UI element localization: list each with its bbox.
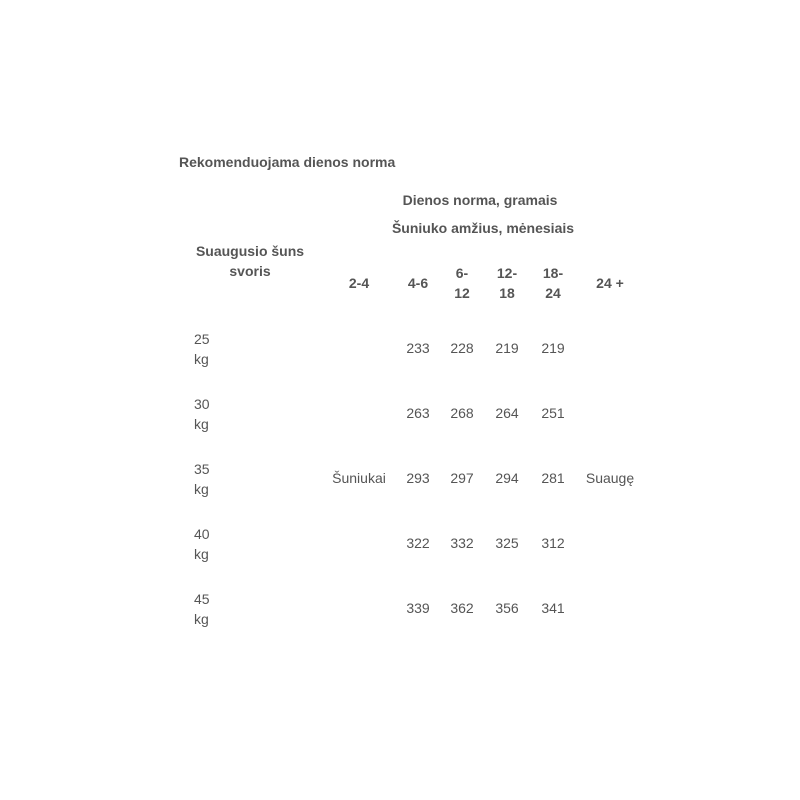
table-cell: 297 (450, 470, 474, 486)
table-cell: 233 (406, 340, 430, 356)
weight-label (194, 329, 224, 369)
table-cell: 325 (495, 535, 519, 551)
age-col-12-18-line1: 12- (496, 265, 518, 281)
age-col-18-24-line2: 24 (545, 285, 561, 301)
age-col-18-24-line1: 18- (542, 265, 564, 281)
table-cell: 332 (450, 535, 474, 551)
table-cell: 263 (406, 405, 430, 421)
daily-norm-header: Dienos norma, gramais (402, 192, 558, 208)
age-col-2-4: 2-4 (348, 275, 370, 291)
weight-unit: kg (194, 351, 209, 367)
age-col-4-6: 4-6 (407, 275, 429, 291)
weight-label (194, 524, 224, 564)
age-col-24-plus: 24 + (596, 275, 624, 291)
adults-label: Suaugę (585, 470, 635, 486)
table-cell: 294 (495, 470, 519, 486)
puppies-label: Šuniukai (332, 470, 386, 486)
weight-label (194, 459, 224, 499)
adult-weight-header-line1: Suaugusio šuns (195, 243, 305, 259)
table-cell: 264 (495, 405, 519, 421)
weight-number: 30 (194, 396, 210, 412)
table-cell: 281 (541, 470, 565, 486)
weight-unit: kg (194, 611, 209, 627)
weight-unit: kg (194, 546, 209, 562)
table-cell: 322 (406, 535, 430, 551)
table-cell: 362 (450, 600, 474, 616)
weight-unit: kg (194, 481, 209, 497)
table-cell: 339 (406, 600, 430, 616)
puppy-age-header: Šuniuko amžius, mėnesiais (391, 220, 575, 236)
table-cell: 219 (495, 340, 519, 356)
adult-weight-header-line2: svoris (229, 263, 271, 279)
table-cell: 219 (541, 340, 565, 356)
weight-unit: kg (194, 416, 209, 432)
weight-number: 45 (194, 591, 210, 607)
age-col-12-18-line2: 18 (499, 285, 515, 301)
table-cell: 228 (450, 340, 474, 356)
weight-label (194, 394, 224, 434)
age-col-6-12 (442, 263, 482, 303)
weight-number: 35 (194, 461, 210, 477)
table-cell: 312 (541, 535, 565, 551)
adult-weight-header (180, 241, 320, 281)
age-col-6-12-line1: 6- (455, 265, 469, 281)
table-cell: 251 (541, 405, 565, 421)
age-col-6-12-line2: 12 (454, 285, 470, 301)
weight-number: 25 (194, 331, 210, 347)
age-col-12-18 (487, 263, 527, 303)
table-cell: 341 (541, 600, 565, 616)
weight-number: 40 (194, 526, 210, 542)
table-cell: 293 (406, 470, 430, 486)
table-cell: 268 (450, 405, 474, 421)
table-cell: 356 (495, 600, 519, 616)
page-title: Rekomenduojama dienos norma (179, 154, 396, 170)
age-col-18-24 (533, 263, 573, 303)
weight-label (194, 589, 224, 629)
